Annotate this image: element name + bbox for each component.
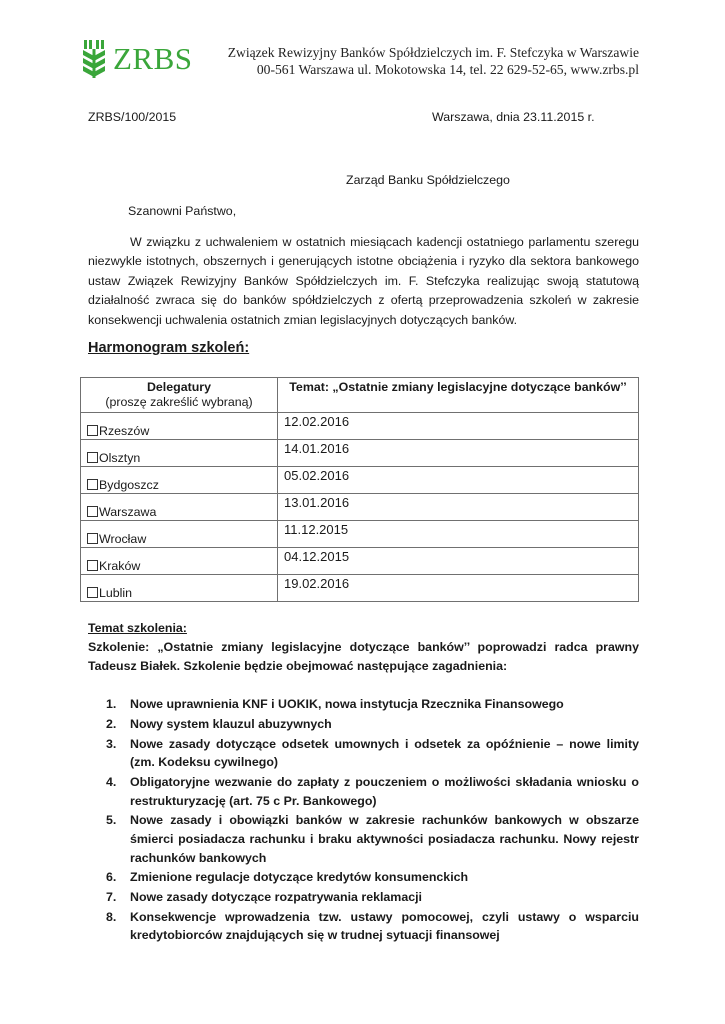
date-cell bbox=[278, 548, 639, 575]
topic-intro: Szkolenie: „Ostatnie zmiany legislacyjne dotyczące banków’’ poprowadzi radca prawny Tadeusz Białek. Szkolenie będzie obejmować następujące zagadnienia: bbox=[88, 640, 639, 674]
city-label: Olsztyn bbox=[99, 451, 141, 465]
schedule-table bbox=[80, 377, 639, 602]
logo-text: ZRBS bbox=[113, 41, 193, 76]
table-row bbox=[81, 494, 639, 521]
item-number: 7. bbox=[106, 890, 117, 905]
training-date: 04.12.2015 bbox=[284, 549, 350, 564]
zrbs-logo bbox=[83, 40, 193, 78]
item-number: 4. bbox=[106, 774, 117, 789]
item-number: 2. bbox=[106, 716, 117, 731]
org-address: 00-561 Warszawa ul. Mokotowska 14, tel. 22 629-52-65, www.zrbs.pl bbox=[256, 62, 639, 77]
city-option[interactable] bbox=[87, 532, 146, 546]
item-text: Nowe zasady dotyczące rozpatrywania reklamacji bbox=[130, 890, 422, 905]
list-item bbox=[106, 868, 639, 887]
training-date: 12.02.2016 bbox=[284, 414, 350, 429]
intro-paragraph bbox=[88, 233, 639, 330]
checkbox[interactable] bbox=[87, 479, 98, 490]
item-number: 1. bbox=[106, 697, 117, 711]
city-option[interactable] bbox=[87, 424, 149, 438]
list-item bbox=[106, 695, 639, 714]
item-text: Nowe uprawnienia KNF i UOKIK, nowa instytucja Rzecznika Finansowego bbox=[130, 697, 564, 711]
city-cell bbox=[81, 467, 278, 494]
training-date: 19.02.2016 bbox=[284, 576, 350, 591]
training-date: 13.01.2016 bbox=[284, 495, 350, 510]
reference-number: ZRBS/100/2015 bbox=[88, 110, 177, 124]
table-row bbox=[81, 467, 639, 494]
table-row bbox=[81, 521, 639, 548]
item-text: Nowy system klauzul abuzywnych bbox=[130, 716, 332, 731]
city-cell bbox=[81, 575, 278, 602]
date-cell bbox=[278, 494, 639, 521]
place-date: Warszawa, dnia 23.11.2015 r. bbox=[432, 110, 595, 124]
checkbox[interactable] bbox=[87, 587, 98, 598]
date-cell bbox=[278, 440, 639, 467]
city-cell bbox=[81, 413, 278, 440]
city-option[interactable] bbox=[87, 505, 156, 519]
organization-header bbox=[228, 44, 639, 78]
item-number: 3. bbox=[106, 736, 117, 751]
list-item bbox=[106, 888, 639, 907]
table-row bbox=[81, 575, 639, 602]
intro-text: W związku z uchwaleniem w ostatnich miesiącach kadencji ostatniego parlamentu szeregu niezwykle istotnych, obszernych i generujących istotne obciążenia i ryzyko dla sektora bankowego ustaw Związek Rewizyjny Banków Spółdzielczych im. F. Stefczyka realizując swoją statutową działalność zwraca się do banków spółdzielczych z ofertą przeprowadzenia szkoleń w zakresie konsekwencji uchwalenia ostatnich zmian legislacyjnych dotyczących banków. bbox=[88, 235, 639, 327]
city-label: Bydgoszcz bbox=[99, 478, 159, 492]
topic-heading: Temat szkolenia: bbox=[88, 621, 187, 635]
table-row bbox=[81, 548, 639, 575]
table-header-row bbox=[81, 378, 639, 413]
topic-list bbox=[106, 695, 639, 946]
checkbox[interactable] bbox=[87, 560, 98, 571]
list-item bbox=[106, 715, 639, 734]
checkbox[interactable] bbox=[87, 533, 98, 544]
col1-title: Delegatury bbox=[146, 380, 212, 394]
item-text: Zmienione regulacje dotyczące kredytów konsumenckich bbox=[130, 870, 469, 885]
col1-subtitle: (proszę zakreślić wybraną) bbox=[105, 395, 253, 409]
item-number: 8. bbox=[106, 909, 117, 924]
item-text: Nowe zasady dotyczące odsetek umownych i odsetek za opóźnienie – nowe limity (zm. Kodeksu cywilnego) bbox=[130, 736, 639, 770]
city-label: Warszawa bbox=[99, 505, 157, 519]
city-option[interactable] bbox=[87, 451, 140, 465]
city-option[interactable] bbox=[87, 559, 140, 573]
table-row bbox=[81, 413, 639, 440]
item-number: 5. bbox=[106, 813, 117, 828]
date-cell bbox=[278, 413, 639, 440]
date-cell bbox=[278, 467, 639, 494]
item-text: Nowe zasady i obowiązki banków w zakresie rachunków bankowych w obszarze śmierci posiadacza rachunku i braku aktywności posiadacza rachunku. Nowy rejestr rachunków bankowych bbox=[130, 813, 639, 865]
city-label: Wrocław bbox=[99, 532, 147, 546]
list-item bbox=[106, 735, 639, 772]
recipient: Zarząd Banku Spółdzielczego bbox=[346, 173, 510, 187]
city-option[interactable] bbox=[87, 478, 159, 492]
city-cell bbox=[81, 494, 278, 521]
wheat-icon bbox=[83, 40, 105, 78]
training-date: 05.02.2016 bbox=[284, 468, 350, 483]
item-text: Obligatoryjne wezwanie do zapłaty z pouczeniem o możliwości składania wniosku o restrukturyzację (art. 75 c Pr. Bankowego) bbox=[130, 774, 639, 808]
checkbox[interactable] bbox=[87, 506, 98, 517]
delegatury-header bbox=[81, 378, 278, 413]
checkbox[interactable] bbox=[87, 452, 98, 463]
city-cell bbox=[81, 440, 278, 467]
salutation: Szanowni Państwo, bbox=[128, 204, 237, 218]
city-label: Rzeszów bbox=[99, 424, 150, 438]
checkbox[interactable] bbox=[87, 425, 98, 436]
city-label: Lublin bbox=[99, 586, 133, 600]
table-row bbox=[81, 440, 639, 467]
org-name: Związek Rewizyjny Banków Spółdzielczych im. F. Stefczyka w Warszawie bbox=[227, 45, 639, 60]
item-text: Konsekwencje wprowadzenia tzw. ustawy pomocowej, czyli ustawy o wsparciu kredytobiorców znajdujących się w trudnej sytuacji finansowej bbox=[130, 909, 639, 943]
date-cell bbox=[278, 521, 639, 548]
training-date: 14.01.2016 bbox=[284, 441, 350, 456]
list-item bbox=[106, 773, 639, 810]
list-item bbox=[106, 811, 639, 867]
city-option[interactable] bbox=[87, 586, 132, 600]
list-item bbox=[106, 908, 639, 945]
item-number: 6. bbox=[106, 870, 117, 885]
date-cell bbox=[278, 575, 639, 602]
city-label: Kraków bbox=[99, 559, 141, 573]
city-cell bbox=[81, 548, 278, 575]
training-date: 11.12.2015 bbox=[284, 522, 349, 537]
city-cell bbox=[81, 521, 278, 548]
schedule-heading: Harmonogram szkoleń: bbox=[88, 340, 250, 356]
topic-header: Temat: „Ostatnie zmiany legislacyjne dotyczące banków’’ bbox=[278, 378, 639, 413]
